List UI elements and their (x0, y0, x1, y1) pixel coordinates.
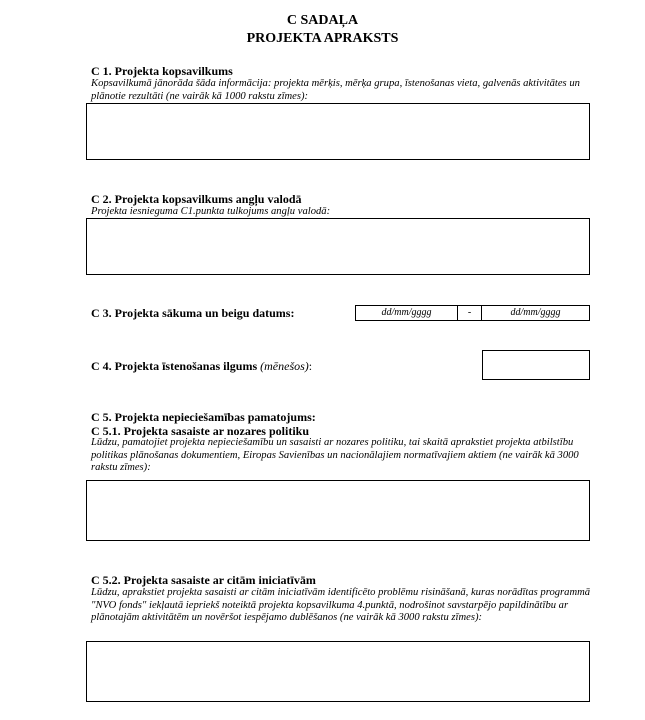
c2-english-summary-field[interactable] (86, 218, 590, 275)
c52-heading: C 5.2. Projekta sasaiste ar citām iniciatīvām (91, 573, 316, 587)
c5-heading: C 5. Projekta nepieciešamības pamatojums: (91, 410, 316, 424)
c3-heading: C 3. Projekta sākuma un beigu datums: (91, 306, 295, 320)
c51-note: Lūdzu, pamatojiet projekta nepieciešamību un sasaisti ar nozares politiku, tai skaitā aprakstiet projekta atbilstību politikas plānošanas dokumentiem, Eiropas Savienības un nacionālajiem normatīvajiem aktiem (ne vairāk kā 3000 rakstu zīmes): (91, 437, 579, 473)
section-title: C SADAĻA (286, 13, 359, 28)
c3-date-separator: - (458, 306, 482, 320)
section-subtitle: PROJEKTA APRAKSTS (246, 31, 399, 46)
c2-heading: C 2. Projekta kopsavilkums angļu valodā (91, 192, 302, 206)
c1-summary-field[interactable] (86, 103, 590, 160)
c52-note: Lūdzu, aprakstiet projekta sasaisti ar citām iniciatīvām identificēto problēmu risināšanā, kuras norādītas programmā "NVO fonds" iekļautā iepriekš noteiktā projekta kopsavilkuma 4.punktā, nodrošinot savstarpējo papildinātību ar plānotajām aktivitātēm un novēršot iespējamo dublēšanos (ne vairāk kā 3000 rakstu zīmes): (91, 587, 591, 623)
c4-duration-field[interactable] (482, 350, 590, 380)
c3-date-range (355, 305, 590, 321)
c2-note: Projekta iesnieguma C1.punkta tulkojums angļu valodā: (91, 206, 331, 217)
c3-end-date-field[interactable]: dd/mm/gggg (510, 307, 561, 318)
c51-heading: C 5.1. Projekta sasaiste ar nozares politiku (91, 424, 309, 438)
c4-heading-line (91, 359, 312, 373)
c1-heading: C 1. Projekta kopsavilkums (91, 64, 233, 78)
c51-policy-link-field[interactable] (86, 480, 590, 541)
c4-unit: (mēnešos) (260, 359, 309, 373)
c4-heading: C 4. Projekta īstenošanas ilgums (91, 359, 258, 373)
c4-colon: : (308, 359, 313, 373)
c3-start-date-field[interactable]: dd/mm/gggg (356, 306, 458, 320)
c52-initiatives-link-field[interactable] (86, 641, 590, 702)
c1-note: Kopsavilkumā jānorāda šāda informācija: projekta mērķis, mērķa grupa, īstenošanas vieta, galvenās aktivitātes un plānotie rezultāti (ne vairāk kā 1000 rakstu zīmes): (91, 78, 580, 102)
